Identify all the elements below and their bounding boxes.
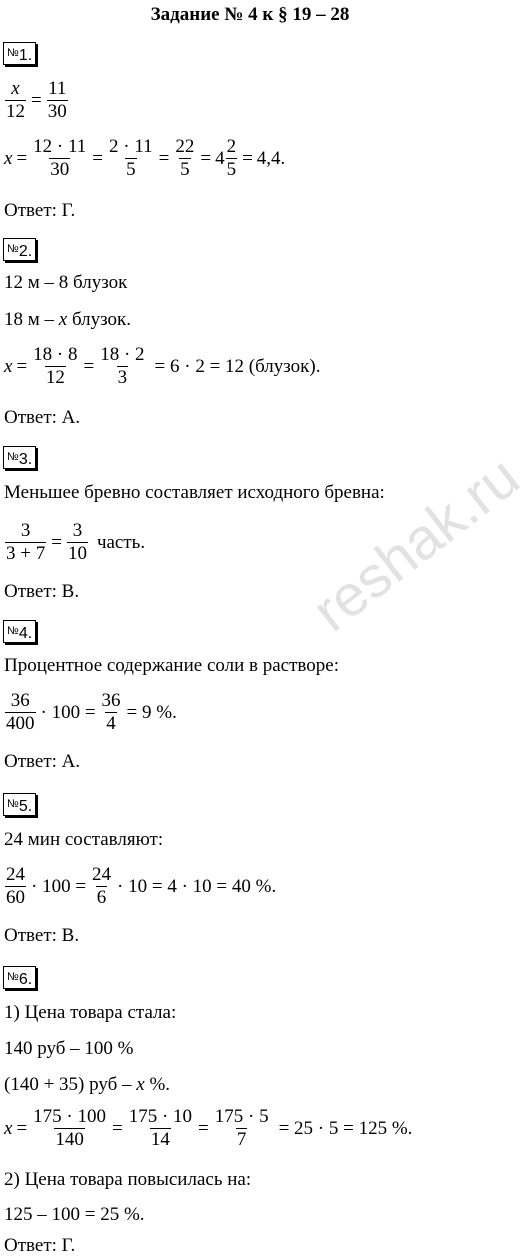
equation-1a: $\frac{x}{12}$ = $\frac{11}{30}$ <box>6 78 67 122</box>
problem-number-6: №6. <box>3 966 36 989</box>
text-5-1: 24 мин составляют: <box>4 829 164 850</box>
equation-6: x = $\frac{175 \cdot 100}{140}$ = $\frac{175 \cdot 10}{14}$ = $\frac{175 \cdot 5}{7}$ = 25 · 5 = 125 %. <box>4 1106 413 1150</box>
answer-1: Ответ: Г. <box>4 200 76 221</box>
text-2-2: 18 м – x блузок. <box>4 309 132 330</box>
text-6-3: (140 + 35) руб – x %. <box>4 1074 171 1095</box>
equation-4: $\frac{36}{400}$ · 100 = $\frac{36}{4}$ = 9 %. <box>6 690 177 734</box>
text-4-1: Процентное содержание соли в растворе: <box>4 655 339 676</box>
answer-2: Ответ: А. <box>4 407 81 428</box>
problem-number-4: №4. <box>3 620 36 643</box>
page-title: Задание № 4 к § 19 – 28 <box>150 4 350 25</box>
answer-6: Ответ: Г. <box>4 1235 76 1256</box>
text-6-2: 140 руб – 100 % <box>4 1038 134 1059</box>
answer-5: Ответ: В. <box>4 925 80 946</box>
answer-3: Ответ: В. <box>4 581 80 602</box>
watermark: reshak.ru <box>300 443 532 645</box>
text-3-1: Меньшее бревно составляет исходного бревна: <box>4 482 385 503</box>
equation-5: $\frac{24}{60}$ · 100 = $\frac{24}{6}$ · 10 = 4 · 10 = 40 %. <box>6 864 277 908</box>
problem-number-3: №3. <box>3 446 36 469</box>
equation-1b: x = $\frac{12 \cdot 11}{30}$ = $\frac{2 \cdot 11}{5}$ = $\frac{22}{5}$ = 4 $\frac{2}{5}$ = 4,4. <box>4 136 286 180</box>
problem-number-2: №2. <box>3 238 36 261</box>
problem-number-5: №5. <box>3 793 36 816</box>
problem-number-1: №1. <box>3 42 36 65</box>
text-6-1: 1) Цена товара стала: <box>4 1002 177 1023</box>
equation-2: x = $\frac{18 \cdot 8}{12}$ = $\frac{18 \cdot 2}{3}$ = 6 · 2 = 12 (блузок). <box>4 344 321 388</box>
text-6-5: 125 – 100 = 25 %. <box>4 1204 145 1225</box>
text-6-4: 2) Цена товара повысилась на: <box>4 1169 252 1190</box>
answer-4: Ответ: А. <box>4 751 81 772</box>
equation-3: $\frac{3}{3 + 7}$ = $\frac{3}{10}$ часть. <box>6 520 146 564</box>
text-2-1: 12 м – 8 блузок <box>4 272 128 293</box>
